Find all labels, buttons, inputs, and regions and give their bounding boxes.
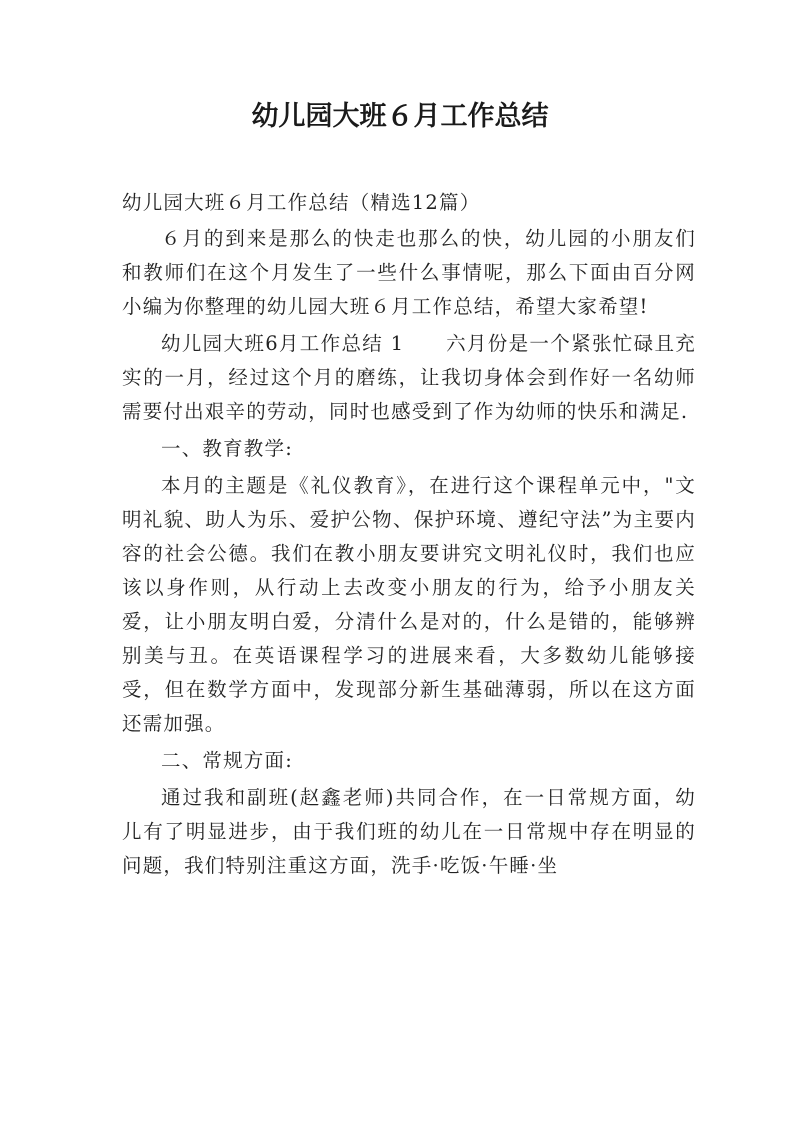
document-title: 幼儿园大班６月工作总结 [251, 101, 549, 132]
section-heading-routine: 二、常规方面: [161, 749, 293, 772]
teaching-paragraph: 本月的主题是《礼仪教育》，在进行这个课程单元中，"文明礼貌、助人为乐、爱护公物、保护环境、遵纪守法”为主要内容的社会公德。我们在教小朋友要讲究文明礼仪时，我们也应该以身作则，从行动上去改变小朋友的行为，给予小朋友关爱，让小朋友明白爱，分清什么是对的，什么是错的，能够辨别美与丑。在英语课程学习的进展来看，大多数幼儿能够接受，但在数学方面中，发现部分新生基础薄弱，所以在这方面还需加强。 [122, 474, 696, 735]
section-heading-teaching: 一、教育教学: [161, 437, 293, 460]
summary-paragraph-1: 幼儿园大班6月工作总结 1 六月份是一个紧张忙碌且充实的一月，经过这个月的磨练，让我切身体会到作好一名幼师需要付出艰辛的劳动，同时也感受到了作为幼师的快乐和满足. [122, 332, 696, 423]
intro-paragraph: ６月的到来是那么的快走也那么的快，幼儿园的小朋友们和教师们在这个月发生了一些什么事情呢，那么下面由百分网小编为你整理的幼儿园大班６月工作总结，希望大家希望! [122, 227, 696, 318]
routine-paragraph: 通过我和副班(赵鑫老师)共同合作，在一日常规方面，幼儿有了明显进步，由于我们班的幼儿在一日常规中存在明显的问题，我们特别注重这方面，洗手·吃饭·午睡·坐 [122, 786, 696, 877]
document-body [122, 186, 696, 886]
document-subtitle: 幼儿园大班６月工作总结（精选12篇） [122, 191, 481, 214]
